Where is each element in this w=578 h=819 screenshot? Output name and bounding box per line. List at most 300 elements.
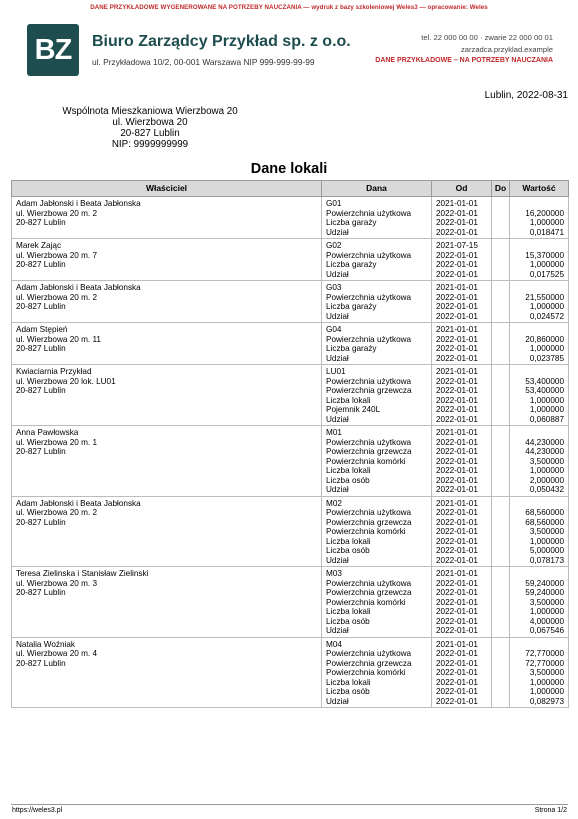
table-row	[12, 637, 569, 708]
data-name-line: M02	[326, 498, 342, 508]
data-name-cell	[322, 567, 432, 638]
recipient-name: Wspólnota Mieszkaniowa Wierzbowa 20	[62, 106, 238, 117]
value-line: 59,240000	[525, 578, 564, 588]
recipient-block	[54, 106, 246, 150]
owner-line: ul. Wierzbowa 20 m. 7	[16, 250, 97, 260]
value-line: 1,000000	[529, 677, 564, 687]
owner-cell	[12, 281, 322, 323]
from-date-line: 2022-01-01	[436, 376, 478, 386]
from-date-line: 2022-01-01	[436, 334, 478, 344]
data-name-line: Liczba garaży	[326, 344, 377, 353]
training-data-note: DANE PRZYKŁADOWE – NA POTRZEBY NAUCZANIA	[375, 57, 553, 64]
from-date-line: 2022-01-01	[436, 466, 478, 475]
value-line	[514, 283, 564, 293]
data-name-line: Powierzchnia użytkowa	[326, 376, 412, 386]
data-name-line: Powierzchnia grzewcza	[326, 517, 412, 527]
value-line: 0,060887	[529, 414, 564, 424]
from-date-line: 2021-01-01	[436, 367, 478, 376]
from-date-cell	[432, 281, 492, 323]
from-date-line: 2022-01-01	[436, 311, 478, 321]
table-row	[12, 426, 569, 497]
owner-line: ul. Wierzbowa 20 m. 2	[16, 208, 97, 218]
value-line: 59,240000	[525, 588, 564, 597]
value-line: 0,067546	[529, 626, 564, 635]
value-line: 1,000000	[529, 405, 564, 414]
data-name-cell	[322, 426, 432, 497]
from-date-line: 2021-01-01	[436, 428, 478, 437]
to-date-cell	[492, 637, 510, 708]
data-name-cell	[322, 281, 432, 323]
data-name-line: Powierzchnia użytkowa	[326, 508, 412, 517]
from-date-line: 2022-01-01	[436, 405, 478, 414]
to-date-line	[496, 668, 505, 678]
recipient-city: 20-827 Lublin	[120, 128, 180, 139]
from-date-line: 2022-01-01	[436, 649, 478, 658]
to-date-line	[496, 209, 505, 219]
to-date-line	[496, 476, 505, 486]
column-header-owner: Właściciel	[12, 181, 322, 197]
to-date-line	[496, 598, 505, 608]
from-date-line: 2022-01-01	[436, 344, 478, 353]
table-row	[12, 197, 569, 239]
data-name-line: Liczba lokali	[326, 466, 371, 475]
table-row	[12, 567, 569, 638]
data-name-line: Powierzchnia użytkowa	[326, 437, 412, 447]
to-date-cell	[492, 239, 510, 281]
value-line: 0,018471	[529, 227, 564, 237]
from-date-line: 2022-01-01	[436, 527, 478, 536]
to-date-line	[496, 687, 505, 697]
data-name-cell	[322, 637, 432, 708]
to-date-line	[496, 415, 505, 425]
to-date-line	[496, 302, 505, 312]
owner-line: ul. Wierzbowa 20 m. 4	[16, 649, 97, 658]
value-line	[514, 499, 564, 509]
owner-line: Adam Jabłonski i Beata Jabłonska	[16, 199, 141, 208]
value-line: 0,023785	[529, 353, 564, 363]
owner-line: 20-827 Lublin	[16, 517, 66, 527]
data-name-line: Powierzchnia komórki	[326, 597, 406, 607]
from-date-line: 2022-01-01	[436, 395, 478, 405]
owner-line: 20-827 Lublin	[16, 447, 66, 456]
value-line: 0,082973	[529, 696, 564, 706]
to-date-line	[496, 283, 505, 293]
from-date-line: 2022-01-01	[436, 597, 478, 607]
owner-line: ul. Wierzbowa 20 m. 2	[16, 292, 97, 302]
owner-line: ul. Wierzbowa 20 m. 2	[16, 508, 97, 517]
value-line: 1,000000	[529, 302, 564, 311]
to-date-line	[496, 546, 505, 556]
from-date-line: 2022-01-01	[436, 353, 478, 363]
from-date-line: 2022-01-01	[436, 658, 478, 668]
from-date-line: 2022-01-01	[436, 616, 478, 626]
to-date-line	[496, 325, 505, 335]
value-line: 4,000000	[529, 616, 564, 626]
data-name-line: Udział	[326, 555, 349, 565]
owner-line: Marek Zając	[16, 241, 62, 250]
owner-cell	[12, 365, 322, 426]
data-name-line: Liczba garaży	[326, 302, 377, 311]
value-line: 16,200000	[525, 208, 564, 218]
from-date-line: 2022-01-01	[436, 302, 478, 311]
value-cell	[510, 365, 569, 426]
value-cell	[510, 323, 569, 365]
value-line: 5,000000	[529, 546, 564, 555]
to-date-line	[496, 518, 505, 528]
owner-line: 20-827 Lublin	[16, 344, 66, 353]
company-name: Biuro Zarządcy Przykład sp. z o.o.	[92, 33, 351, 50]
from-date-line: 2022-01-01	[436, 546, 478, 555]
value-line	[514, 367, 564, 377]
value-line: 44,230000	[525, 447, 564, 456]
data-name-line: Liczba osób	[326, 475, 370, 485]
from-date-line: 2022-01-01	[436, 437, 478, 447]
to-date-line	[496, 386, 505, 396]
value-line: 21,550000	[525, 292, 564, 302]
value-line	[514, 569, 564, 579]
to-date-line	[496, 457, 505, 467]
data-name-line: Udział	[326, 353, 349, 363]
to-date-line	[496, 293, 505, 303]
data-name-line: G01	[326, 199, 342, 208]
from-date-line: 2022-01-01	[436, 668, 478, 677]
from-date-line: 2022-01-01	[436, 607, 478, 616]
from-date-cell	[432, 197, 492, 239]
from-date-line: 2022-01-01	[436, 626, 478, 635]
table-row	[12, 281, 569, 323]
to-date-line	[496, 312, 505, 322]
from-date-line: 2022-01-01	[436, 218, 478, 227]
page-title: Dane lokali	[250, 161, 328, 177]
from-date-cell	[432, 239, 492, 281]
company-logo: BZ	[27, 24, 79, 76]
from-date-cell	[432, 426, 492, 497]
owner-cell	[12, 197, 322, 239]
data-name-line: Powierzchnia komórki	[326, 668, 406, 677]
to-date-line	[496, 569, 505, 579]
data-name-line: G04	[326, 325, 342, 334]
owner-cell	[12, 239, 322, 281]
to-date-line	[496, 499, 505, 509]
from-date-line: 2021-01-01	[436, 639, 478, 649]
data-name-line: Powierzchnia użytkowa	[326, 250, 412, 260]
to-date-line	[496, 260, 505, 270]
value-line: 72,770000	[525, 658, 564, 668]
to-date-cell	[492, 567, 510, 638]
owner-line: 20-827 Lublin	[16, 658, 66, 668]
to-date-line	[496, 396, 505, 406]
to-date-cell	[492, 197, 510, 239]
training-data-banner: DANE PRZYKŁADOWE WYGENEROWANE NA POTRZEBY NAUCZANIA — wydruk z bazy szkoleniowej Weles3 — opracowanie: Weles	[90, 4, 488, 11]
data-name-line: Udział	[326, 311, 349, 321]
value-line	[514, 241, 564, 251]
to-date-line	[496, 447, 505, 457]
value-line: 1,000000	[529, 687, 564, 696]
value-line: 53,400000	[525, 376, 564, 386]
from-date-line: 2022-01-01	[436, 208, 478, 218]
from-date-line: 2022-01-01	[436, 508, 478, 517]
to-date-line	[496, 377, 505, 387]
value-line	[514, 199, 564, 209]
data-name-line: G03	[326, 283, 342, 292]
owner-line: ul. Wierzbowa 20 lok. LU01	[16, 376, 116, 386]
owner-line: Adam Jabłonski i Beata Jabłonska	[16, 498, 141, 508]
to-date-line	[496, 438, 505, 448]
to-date-line	[496, 678, 505, 688]
data-name-line: Powierzchnia użytkowa	[326, 292, 412, 302]
value-line	[514, 325, 564, 335]
footer-divider	[11, 804, 568, 805]
data-name-line: Pojemnik 240L	[326, 405, 381, 414]
to-date-line	[496, 344, 505, 354]
data-name-line: M04	[326, 639, 342, 649]
data-name-line: Liczba garaży	[326, 260, 377, 269]
value-line: 1,000000	[529, 395, 564, 405]
value-line: 0,024572	[529, 311, 564, 321]
to-date-line	[496, 199, 505, 209]
value-cell	[510, 567, 569, 638]
table-row	[12, 239, 569, 281]
data-name-line: Powierzchnia komórki	[326, 456, 406, 466]
owner-line: Kwiaciarnia Przykład	[16, 367, 92, 376]
to-date-line	[496, 335, 505, 345]
column-header-from: Od	[432, 181, 492, 197]
data-name-line: Liczba lokali	[326, 677, 371, 687]
to-date-line	[496, 270, 505, 280]
to-date-cell	[492, 281, 510, 323]
data-name-line: M03	[326, 569, 342, 578]
from-date-line: 2022-01-01	[436, 555, 478, 565]
from-date-line: 2022-01-01	[436, 292, 478, 302]
value-cell	[510, 496, 569, 567]
value-line	[514, 640, 564, 650]
to-date-line	[496, 607, 505, 617]
data-name-line: Liczba lokali	[326, 536, 371, 546]
owner-cell	[12, 496, 322, 567]
owner-line: 20-827 Lublin	[16, 386, 66, 395]
data-name-line: Powierzchnia komórki	[326, 527, 406, 536]
data-name-line: Liczba osób	[326, 687, 370, 696]
footer-page-number: Strona 1/2	[534, 807, 567, 814]
value-cell	[510, 239, 569, 281]
company-address: ul. Przykładowa 10/2, 00-001 Warszawa NIP 999-999-99-99	[92, 57, 315, 67]
value-line: 3,500000	[529, 597, 564, 607]
data-name-line: Udział	[326, 626, 349, 635]
value-line: 3,500000	[529, 456, 564, 466]
value-cell	[510, 426, 569, 497]
data-name-line: Powierzchnia użytkowa	[326, 578, 412, 588]
from-date-line: 2022-01-01	[436, 485, 478, 494]
value-line: 2,000000	[529, 475, 564, 485]
from-date-line: 2022-01-01	[436, 696, 478, 706]
owner-line: 20-827 Lublin	[16, 260, 66, 269]
from-date-line: 2022-01-01	[436, 536, 478, 546]
data-name-cell	[322, 239, 432, 281]
from-date-line: 2022-01-01	[436, 588, 478, 597]
from-date-line: 2021-01-01	[436, 199, 478, 208]
from-date-line: 2021-01-01	[436, 498, 478, 508]
from-date-line: 2022-01-01	[436, 260, 478, 269]
owner-line: 20-827 Lublin	[16, 302, 66, 311]
data-name-line: Powierzchnia grzewcza	[326, 447, 412, 456]
data-name-line: Powierzchnia użytkowa	[326, 208, 412, 218]
from-date-line: 2022-01-01	[436, 456, 478, 466]
data-name-line: Udział	[326, 414, 349, 424]
value-line: 68,560000	[525, 517, 564, 527]
from-date-line: 2021-01-01	[436, 325, 478, 334]
data-name-line: Udział	[326, 696, 349, 706]
from-date-line: 2022-01-01	[436, 677, 478, 687]
to-date-line	[496, 556, 505, 566]
to-date-line	[496, 649, 505, 659]
from-date-line: 2022-01-01	[436, 687, 478, 696]
table-header-row	[12, 181, 569, 197]
to-date-cell	[492, 365, 510, 426]
data-name-line: Udział	[326, 269, 349, 279]
owner-cell	[12, 426, 322, 497]
from-date-line: 2022-01-01	[436, 447, 478, 456]
table-row	[12, 323, 569, 365]
data-name-line: Powierzchnia grzewcza	[326, 658, 412, 668]
data-name-line: M01	[326, 428, 342, 437]
recipient-street: ul. Wierzbowa 20	[112, 117, 188, 128]
to-date-line	[496, 527, 505, 537]
data-name-line: G02	[326, 241, 342, 250]
data-name-cell	[322, 197, 432, 239]
value-line: 20,860000	[525, 334, 564, 344]
owner-cell	[12, 323, 322, 365]
value-line	[514, 428, 564, 438]
value-cell	[510, 281, 569, 323]
from-date-line: 2022-01-01	[436, 517, 478, 527]
value-line: 72,770000	[525, 649, 564, 658]
data-name-cell	[322, 365, 432, 426]
to-date-line	[496, 697, 505, 707]
column-header-data: Dana	[322, 181, 432, 197]
to-date-line	[496, 640, 505, 650]
to-date-line	[496, 466, 505, 476]
value-line: 53,400000	[525, 386, 564, 395]
from-date-line: 2022-01-01	[436, 414, 478, 424]
owner-line: 20-827 Lublin	[16, 218, 66, 227]
to-date-cell	[492, 323, 510, 365]
value-line: 15,370000	[525, 250, 564, 260]
owner-line: 20-827 Lublin	[16, 588, 66, 597]
value-cell	[510, 197, 569, 239]
data-name-line: Udział	[326, 485, 349, 494]
data-name-line: Powierzchnia użytkowa	[326, 649, 412, 658]
owner-line: Adam Jabłonski i Beata Jabłonska	[16, 283, 141, 292]
owner-cell	[12, 637, 322, 708]
to-date-line	[496, 241, 505, 251]
value-line: 1,000000	[529, 536, 564, 546]
from-date-cell	[432, 323, 492, 365]
footer-url: https://weles3.pl	[12, 807, 63, 814]
to-date-line	[496, 354, 505, 364]
data-name-line: Udział	[326, 227, 349, 237]
to-date-line	[496, 659, 505, 669]
data-name-line: Liczba osób	[326, 616, 370, 626]
to-date-line	[496, 485, 505, 495]
data-name-line: Liczba osób	[326, 546, 370, 555]
value-line: 1,000000	[529, 607, 564, 616]
to-date-line	[496, 367, 505, 377]
data-name-line: Powierzchnia grzewcza	[326, 386, 412, 395]
company-contact-phone: tel. 22 000 00 00 · zwarie 22 000 00 01	[421, 33, 553, 42]
data-name-line: Powierzchnia grzewcza	[326, 588, 412, 597]
from-date-line: 2022-01-01	[436, 386, 478, 395]
from-date-line: 2022-01-01	[436, 227, 478, 237]
table-row	[12, 365, 569, 426]
value-line: 44,230000	[525, 437, 564, 447]
to-date-line	[496, 218, 505, 228]
to-date-cell	[492, 496, 510, 567]
value-line: 0,078173	[529, 555, 564, 565]
from-date-line: 2022-01-01	[436, 475, 478, 485]
units-table	[11, 180, 569, 708]
data-name-cell	[322, 323, 432, 365]
owner-line: ul. Wierzbowa 20 m. 3	[16, 578, 97, 588]
to-date-line	[496, 508, 505, 518]
to-date-line	[496, 228, 505, 238]
owner-cell	[12, 567, 322, 638]
value-line: 1,000000	[529, 344, 564, 353]
value-cell	[510, 637, 569, 708]
owner-line: ul. Wierzbowa 20 m. 1	[16, 437, 97, 447]
company-contact-web: zarzadca.przyklad.example	[460, 45, 553, 54]
value-line: 3,500000	[529, 668, 564, 677]
data-name-line: Powierzchnia użytkowa	[326, 334, 412, 344]
value-line: 0,050432	[529, 485, 564, 494]
value-line: 0,017525	[529, 269, 564, 279]
to-date-line	[496, 428, 505, 438]
to-date-cell	[492, 426, 510, 497]
from-date-line: 2021-07-15	[436, 241, 478, 250]
units-table-body	[12, 197, 569, 708]
value-line: 3,500000	[529, 527, 564, 536]
document-date: Lublin, 2022-08-31	[484, 90, 568, 101]
value-line: 68,560000	[525, 508, 564, 517]
column-header-value: Wartość	[510, 181, 569, 197]
value-line: 1,000000	[529, 218, 564, 227]
from-date-line: 2022-01-01	[436, 269, 478, 279]
from-date-cell	[432, 496, 492, 567]
owner-line: Natalia Woźniak	[16, 639, 76, 649]
data-name-line: Liczba lokali	[326, 395, 371, 405]
to-date-line	[496, 405, 505, 415]
value-line: 1,000000	[529, 260, 564, 269]
recipient-nip: NIP: 9999999999	[111, 139, 189, 150]
to-date-line	[496, 617, 505, 627]
to-date-line	[496, 251, 505, 261]
data-name-line: LU01	[326, 367, 346, 376]
from-date-cell	[432, 365, 492, 426]
data-name-cell	[322, 496, 432, 567]
from-date-line: 2022-01-01	[436, 250, 478, 260]
to-date-line	[496, 626, 505, 636]
to-date-line	[496, 537, 505, 547]
value-line: 1,000000	[529, 466, 564, 475]
from-date-cell	[432, 567, 492, 638]
to-date-line	[496, 579, 505, 589]
owner-line: ul. Wierzbowa 20 m. 11	[16, 334, 101, 344]
from-date-cell	[432, 637, 492, 708]
data-name-line: Liczba garaży	[326, 218, 377, 227]
owner-line: Adam Stępień	[16, 325, 68, 334]
data-name-line: Liczba lokali	[326, 607, 371, 616]
table-row	[12, 496, 569, 567]
to-date-line	[496, 588, 505, 598]
